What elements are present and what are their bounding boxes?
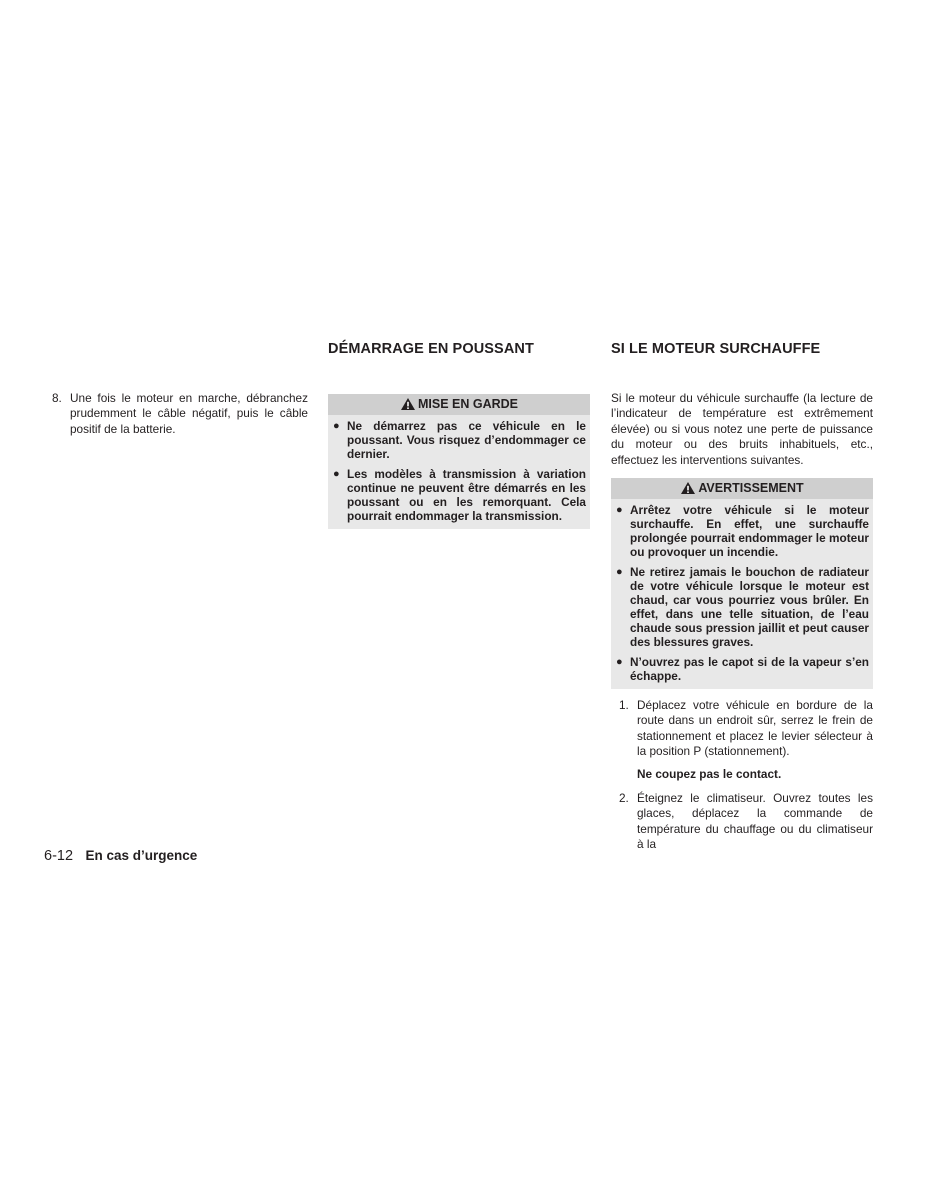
- step-number: 8.: [52, 391, 62, 405]
- warning-triangle-icon: [400, 397, 416, 411]
- step-1: [619, 698, 873, 760]
- step-text: Déplacez votre véhicule en bordure de la route dans un endroit sûr, serrez le frein de stationnement et placez le levier sélecteur à la position P (stationnement).: [637, 698, 873, 759]
- caution-box: [328, 394, 590, 529]
- warning-item-text: Ne retirez jamais le bouchon de radiateur de votre véhicule lorsque le moteur est chaud, car vous pourriez vous brûler. En effet, dans une telle situation, de l’eau chaude sous pression jaillit et peut causer des blessures graves.: [630, 565, 869, 649]
- warning-item: [616, 503, 869, 559]
- caution-title-text: MISE EN GARDE: [417, 397, 518, 411]
- section-heading-push-start: DÉMARRAGE EN POUSSANT: [328, 341, 534, 357]
- step-8: [52, 391, 308, 437]
- step-text: Éteignez le climatiseur. Ouvrez toutes les glaces, déplacez la commande de température du chauffage ou du climatiseur à la: [637, 791, 873, 852]
- bullet-icon: ●: [616, 504, 623, 516]
- section-heading-overheat: SI LE MOTEUR SURCHAUFFE: [611, 341, 821, 357]
- step-1-note: Ne coupez pas le contact.: [637, 767, 782, 781]
- overheat-intro: Si le moteur du véhicule surchauffe (la lecture de l’indicateur de température est extrêmement élevée) ou si vous notez une perte de puissance du moteur ou des bruits inhabituels, etc., effectuez les interventions suivantes.: [611, 391, 873, 467]
- page-number: 6-12: [44, 848, 74, 864]
- caution-item: [333, 419, 586, 461]
- step-text: Une fois le moteur en marche, débranchez prudemment le câble négatif, puis le câble positif de la batterie.: [70, 391, 308, 436]
- warning-item-text: N’ouvrez pas le capot si de la vapeur s’en échappe.: [630, 655, 869, 683]
- caution-item-text: Ne démarrez pas ce véhicule en le poussant. Vous risquez d’endommager ce dernier.: [347, 419, 586, 461]
- warning-box: [611, 478, 873, 689]
- warning-triangle-icon: [680, 481, 696, 495]
- warning-title-text: AVERTISSEMENT: [698, 481, 804, 495]
- step-2: [619, 791, 873, 853]
- bullet-icon: ●: [616, 566, 623, 578]
- bullet-icon: ●: [333, 420, 340, 432]
- chapter-title: En cas d’urgence: [85, 848, 198, 863]
- bullet-icon: ●: [616, 656, 623, 668]
- warning-item: [616, 565, 869, 649]
- warning-title: [611, 478, 873, 499]
- page-footer: [44, 847, 197, 865]
- caution-item: [333, 467, 586, 523]
- step-number: 1.: [619, 698, 629, 712]
- caution-title: [328, 394, 590, 415]
- bullet-icon: ●: [333, 468, 340, 480]
- warning-item: [616, 655, 869, 683]
- warning-item-text: Arrêtez votre véhicule si le moteur surchauffe. En effet, une surchauffe prolongée pourrait endommager le moteur ou provoquer un incendie.: [630, 503, 869, 559]
- caution-item-text: Les modèles à transmission à variation continue ne peuvent être démarrés en les poussant ou en les remorquant. Cela pourrait endommager la transmission.: [347, 467, 586, 523]
- step-number: 2.: [619, 791, 629, 805]
